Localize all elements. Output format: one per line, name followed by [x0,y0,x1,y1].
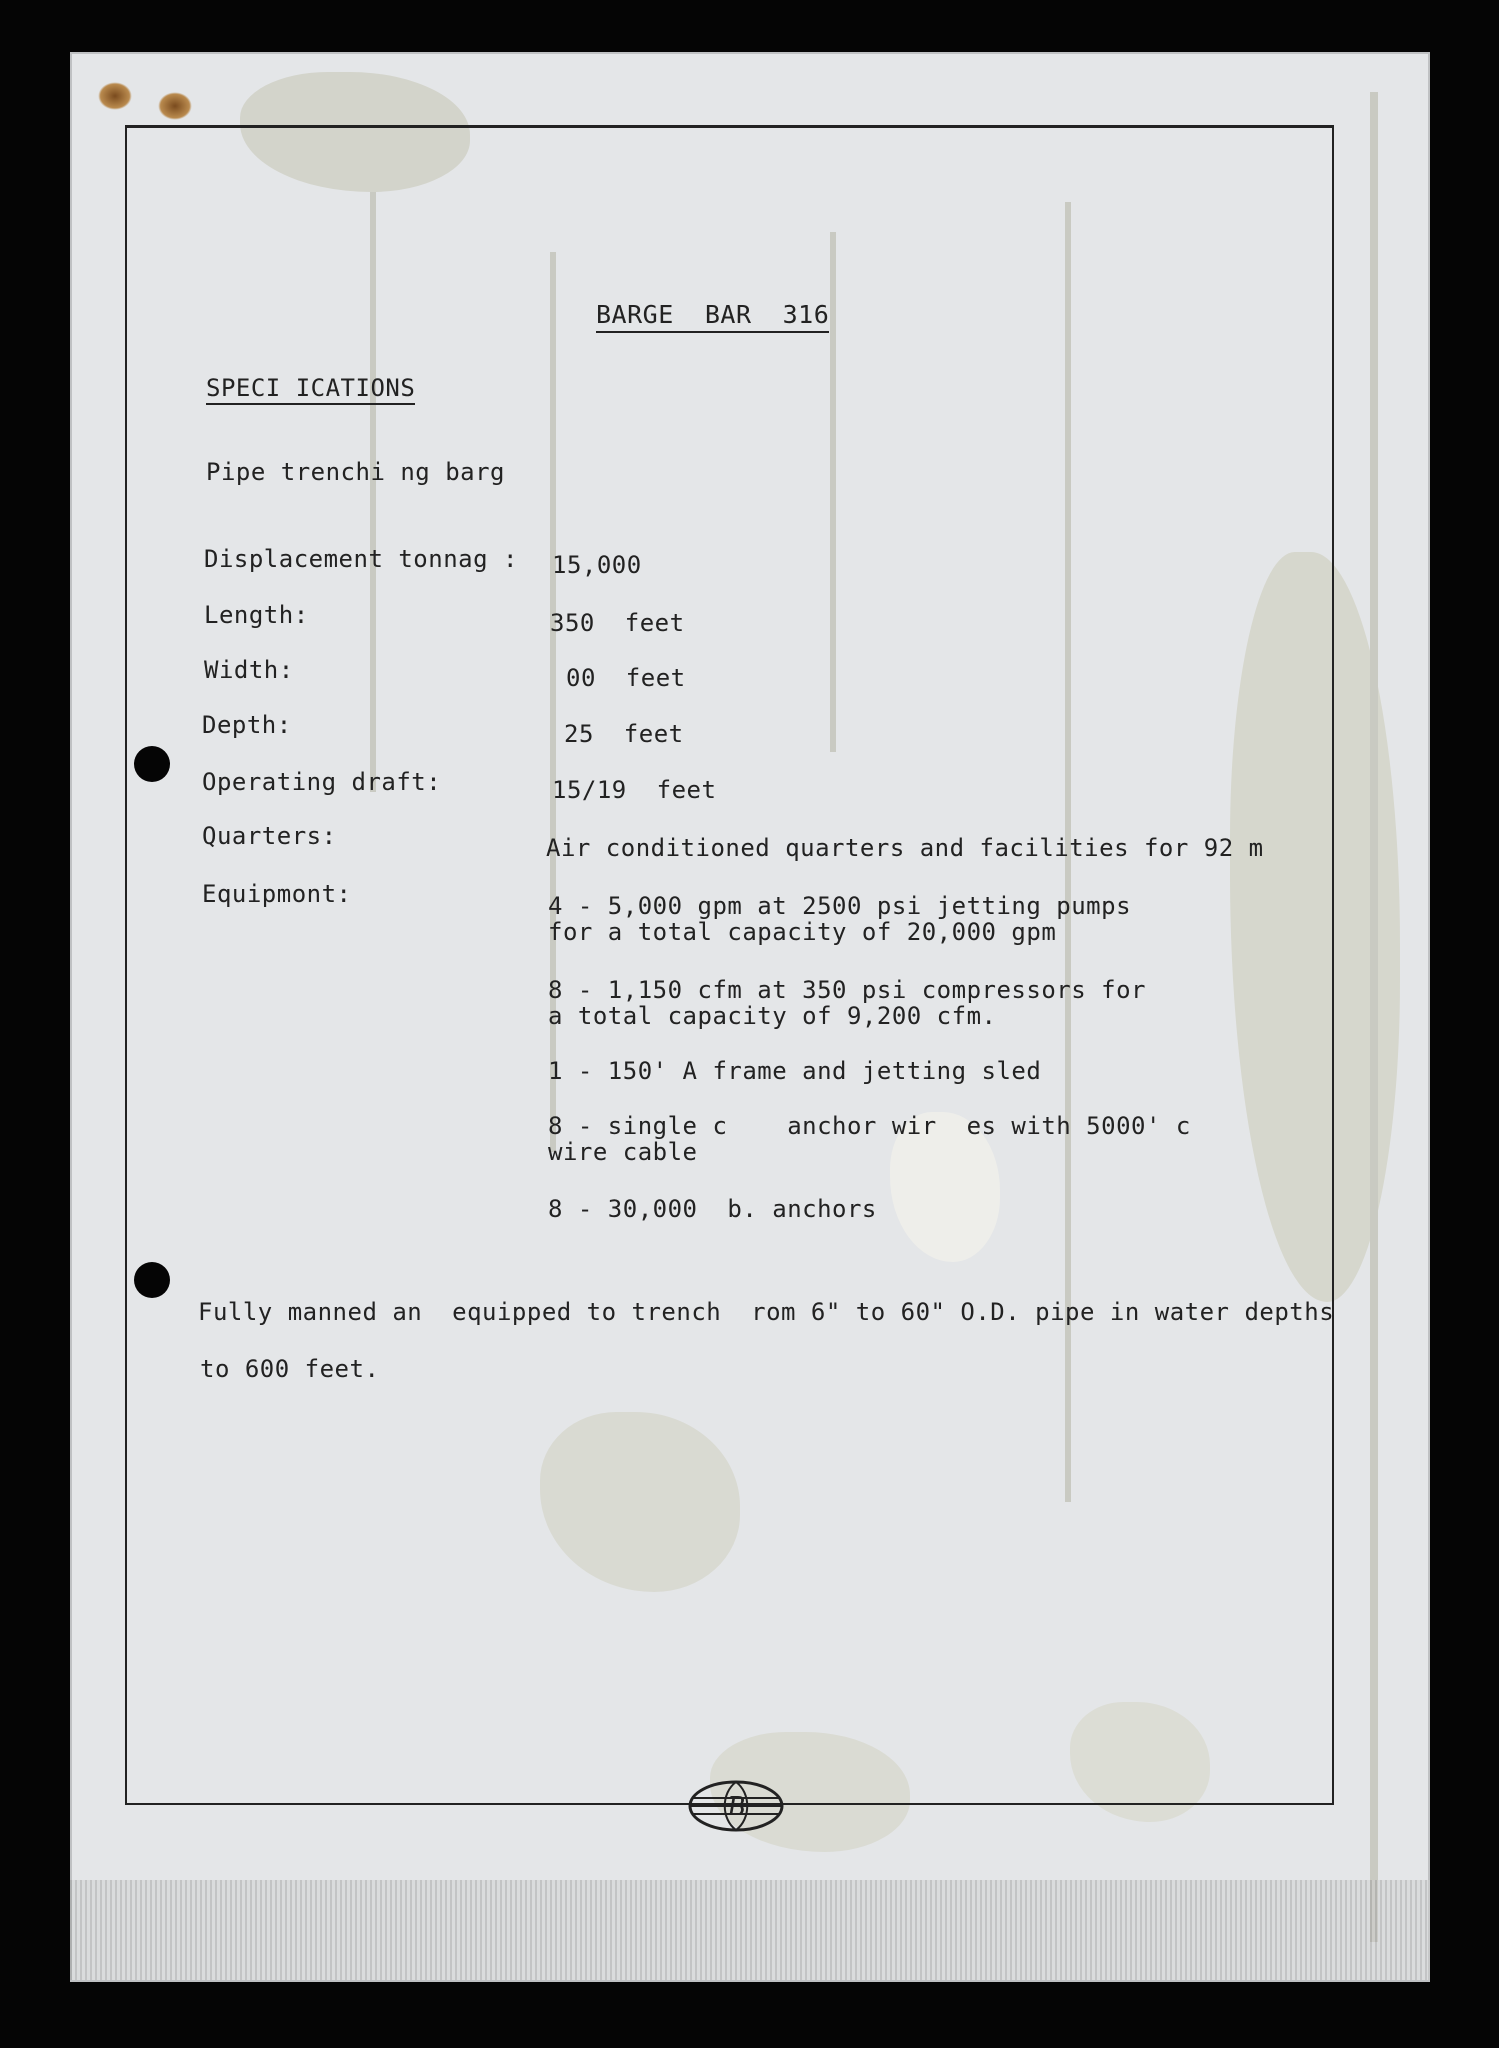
spec-value: 25 feet [564,720,684,748]
punch-hole-bottom [134,1262,170,1298]
equipment-line: 8 - 1,150 cfm at 350 psi compressors for [548,976,1146,1004]
spec-label: Length: [204,601,309,629]
vessel-type: Pipe trenchi ng barg [206,458,505,486]
spec-label: Operating draft: [202,768,442,796]
svg-text:B: B [727,1791,745,1822]
footer-statement: Fully manned an equipped to trench rom 6" to 60" O.D. pipe in water depths [198,1298,1335,1326]
burn-mark [98,82,132,110]
equipment-line: 8 - single c anchor wir es with 5000' c [548,1112,1191,1140]
spec-value: 15,000 [552,551,642,579]
punch-hole-top [134,746,170,782]
spec-label: Displacement tonnag : [204,545,518,573]
spec-value: 00 feet [566,664,686,692]
spec-label: Equipmont: [202,880,352,908]
burn-mark [158,92,192,120]
footer-statement: to 600 feet. [200,1355,380,1383]
scan-noise [70,1880,1430,1980]
spec-value: 15/19 feet [552,776,717,804]
equipment-line: 1 - 150' A frame and jetting sled [548,1057,1042,1085]
equipment-line: for a total capacity of 20,000 gpm [548,918,1057,946]
spec-value: 350 feet [550,609,685,637]
equipment-line: 8 - 30,000 b. anchors [548,1195,877,1223]
peel-streak [1370,92,1378,1942]
equipment-line: a total capacity of 9,200 cfm. [548,1002,997,1030]
spec-label: Width: [204,656,294,684]
section-heading: SPECI ICATIONS [206,374,415,405]
spec-value: Air conditioned quarters and facilities for 92 m [546,834,1264,862]
equipment-line: wire cable [548,1138,698,1166]
company-logo [686,1778,786,1834]
spec-value: 4 - 5,000 gpm at 2500 psi jetting pumps [548,892,1132,920]
spec-label: Depth: [202,711,292,739]
spec-label: Quarters: [202,822,337,850]
document-title: BARGE BAR 316 [596,300,829,333]
